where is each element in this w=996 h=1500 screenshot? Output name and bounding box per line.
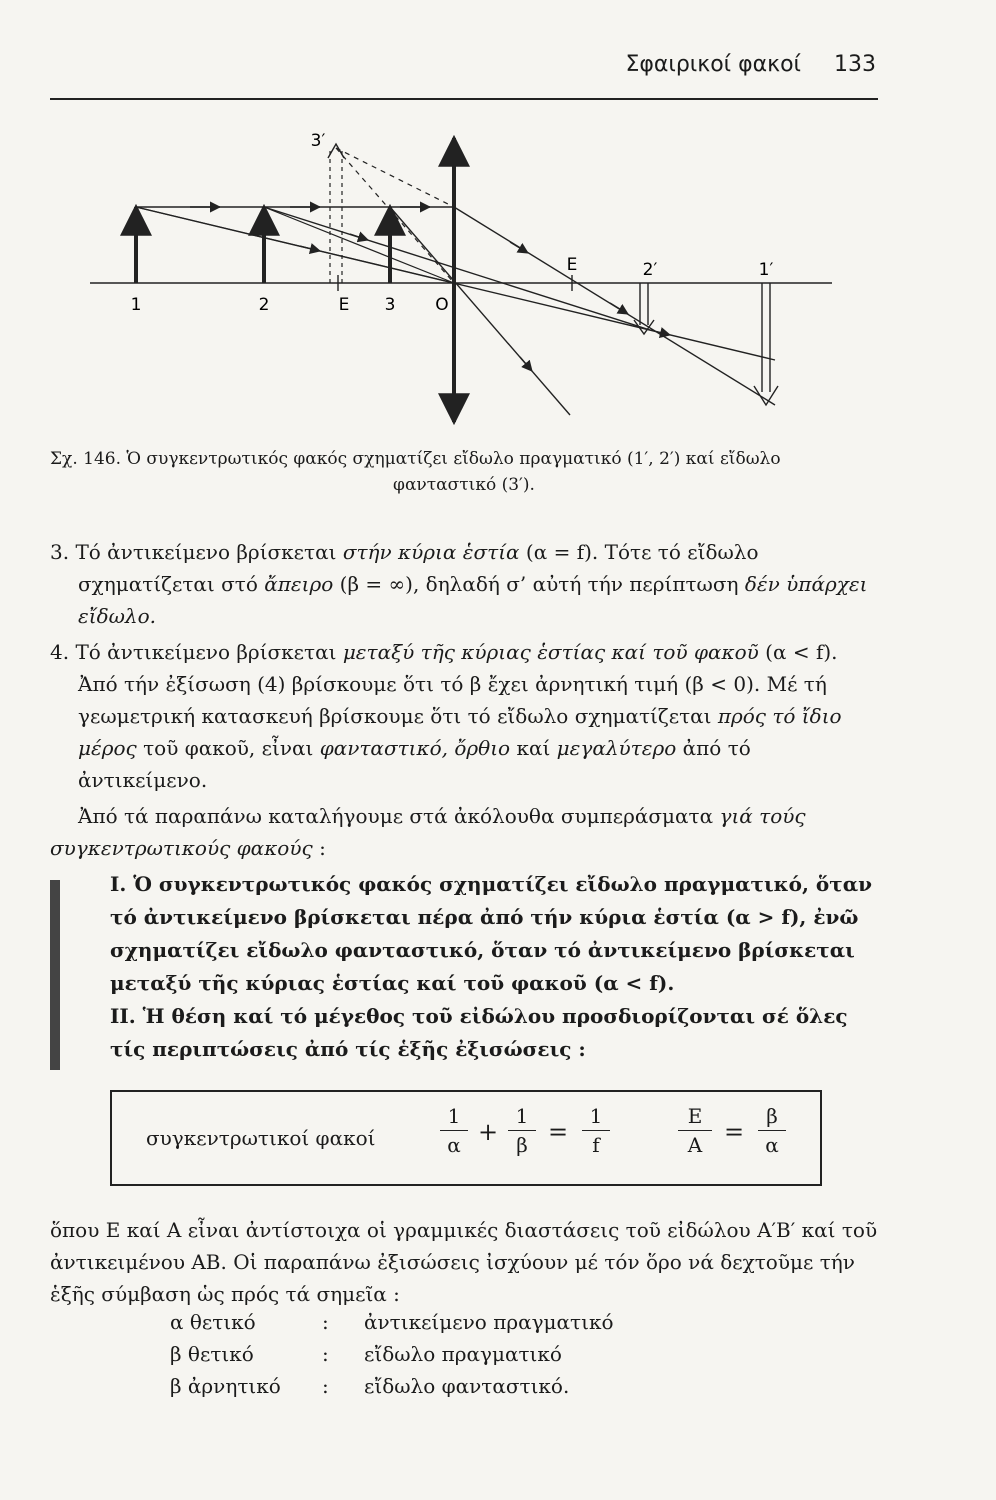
item4-text-3: τοῦ φακοῦ, εἶναι bbox=[136, 736, 320, 760]
label-1prime: 1′ bbox=[758, 260, 774, 280]
conv-3-sym: β ἀρνητικό bbox=[170, 1374, 281, 1398]
conv-3-colon: : bbox=[322, 1374, 329, 1398]
summary-paragraph bbox=[50, 800, 878, 864]
item3-text-3: (β = ∞), δηλαδή σ’ αὐτή τήν περίπτωση bbox=[333, 572, 745, 596]
frac-1-f bbox=[582, 1104, 610, 1157]
lens-ray-diagram bbox=[50, 120, 878, 440]
den: α bbox=[447, 1133, 461, 1157]
conv-1-sym: α θετικό bbox=[170, 1310, 256, 1334]
formula-box bbox=[110, 1090, 822, 1186]
equals-sign-1: = bbox=[548, 1118, 569, 1146]
item3-text: 3. Τό ἀντικείμενο βρίσκεται bbox=[50, 540, 343, 564]
conv-1-desc: ἀντικείμενο πραγματικό bbox=[364, 1310, 614, 1334]
item4-emph-larger: μεγαλύτερο bbox=[556, 736, 677, 760]
frac-1-beta bbox=[508, 1104, 536, 1157]
virtual-extension bbox=[336, 148, 454, 207]
num: 1 bbox=[589, 1104, 603, 1128]
page-number: 133 bbox=[834, 52, 876, 77]
item3-text-2: (α = f). Τότε τό εἴδωλο σχηματίζεται στό bbox=[78, 540, 759, 596]
den: α bbox=[765, 1133, 779, 1157]
section-title: Σφαιρικοί φακοί bbox=[625, 52, 801, 77]
frac-E-A bbox=[678, 1104, 712, 1157]
conv-2-desc: εἴδωλο πραγματικό bbox=[364, 1342, 562, 1366]
conv-2-colon: : bbox=[322, 1342, 329, 1366]
plus-sign: + bbox=[478, 1118, 499, 1146]
item4-text-2: (α < f). Ἀπό τήν ἐξίσωση (4) βρίσκουμε ὅτι τό β ἔχει ἀρνητική τιμή (β < 0). Μέ τή γεωμετρική κατασκευή βρίσκουμε ὅτι τό εἴδωλο σχηματίζεται bbox=[78, 640, 838, 728]
frac-1-alpha bbox=[440, 1104, 468, 1157]
conclusion-1: I. Ὁ συγκεντρωτικός φακός σχηματίζει εἴδωλο πραγματικό, ὅταν τό ἀντικείμενο βρίσκεται πέρα ἀπό τήν κύρια ἑστία (α > f), ἐνῶ σχηματίζει εἴδωλο φανταστικό, ὅταν τό ἀντικείμενο βρίσκεται μεταξύ τῆς κύριας ἑστίας καί τοῦ φακοῦ (α < f). bbox=[110, 872, 872, 995]
den: β bbox=[516, 1133, 528, 1157]
den: A bbox=[687, 1133, 703, 1157]
label-o: O bbox=[435, 295, 449, 315]
label-2prime: 2′ bbox=[642, 260, 658, 280]
summary-colon: : bbox=[319, 836, 326, 860]
summary-emph: γιά τούς συγκεντρωτικούς φακούς bbox=[50, 804, 806, 860]
label-1: 1 bbox=[130, 295, 142, 315]
item3-emph-focus: στήν κύρια ἑστία bbox=[342, 540, 520, 564]
label-focus-left: E bbox=[338, 295, 350, 315]
caption-line-1: Σχ. 146. Ὁ συγκεντρωτικός φακός σχηματίζει εἴδωλο πραγματικό (1′, 2′) καί εἴδωλο bbox=[50, 449, 781, 469]
after-text: ὅπου Ε καί Α εἶναι ἀντίστοιχα οἱ γραμμικές διαστάσεις τοῦ εἰδώλου Α′Β′ καί τοῦ ἀντικειμένου ΑΒ. Οἱ παραπάνω ἐξισώσεις ἰσχύουν μέ τόν ὅρο νά δεχτοῦμε τήν ἑξῆς σύμβαση ὡς πρός τά σημεῖα : bbox=[50, 1218, 878, 1306]
conclusion-2: II. Ἡ θέση καί τό μέγεθος τοῦ εἰδώλου προσδιορίζονται σέ ὅλες τίς περιπτώσεις ἀπό τίς ἑξῆς ἐξισώσεις : bbox=[110, 1004, 848, 1061]
item4-emph-same-side: πρός τό ἴδιο μέρος bbox=[78, 704, 842, 760]
item4-text-5: ἀπό τό ἀντικείμενο. bbox=[78, 736, 751, 792]
item4-emph-virtual: φανταστικό, ὄρθιο bbox=[319, 736, 511, 760]
equals-sign-2: = bbox=[724, 1118, 745, 1146]
item3-emph-infinity: ἄπειρο bbox=[264, 572, 334, 596]
item-4 bbox=[50, 636, 878, 796]
margin-bar bbox=[50, 880, 60, 1070]
label-3prime: 3′ bbox=[310, 131, 326, 151]
num: β bbox=[766, 1104, 778, 1128]
num: 1 bbox=[447, 1104, 461, 1128]
num: 1 bbox=[515, 1104, 529, 1128]
convention-list bbox=[0, 1310, 996, 1410]
central-ray-3 bbox=[390, 207, 570, 415]
den: f bbox=[592, 1133, 600, 1157]
item4-text-4: καί bbox=[510, 736, 557, 760]
label-2: 2 bbox=[258, 295, 270, 315]
central-ray-2 bbox=[264, 207, 650, 330]
after-paragraph bbox=[50, 1214, 878, 1310]
item4-text: 4. Τό ἀντικείμενο βρίσκεται bbox=[50, 640, 343, 664]
frac-beta-alpha bbox=[758, 1104, 786, 1157]
caption-line-2: φανταστικό (3′). bbox=[393, 475, 535, 495]
conv-1-colon: : bbox=[322, 1310, 329, 1334]
label-focus-right: E bbox=[566, 255, 578, 275]
label-3: 3 bbox=[384, 295, 396, 315]
item4-emph-between: μεταξύ τῆς κύριας ἑστίας καί τοῦ φακοῦ bbox=[342, 640, 759, 664]
running-head bbox=[625, 52, 876, 77]
summary-text: Ἀπό τά παραπάνω καταλήγουμε στά ἀκόλουθα συμπεράσματα bbox=[78, 804, 720, 828]
item3-emph-noimage: δέν ὑπάρχει εἴδωλο. bbox=[78, 572, 868, 628]
conclusions bbox=[110, 868, 880, 1066]
figure-caption bbox=[50, 446, 878, 498]
conv-3-desc: εἴδωλο φανταστικό. bbox=[364, 1374, 570, 1398]
formula-label: συγκεντρωτικοί φακοί bbox=[146, 1126, 376, 1150]
num: E bbox=[687, 1104, 703, 1128]
header-rule bbox=[50, 98, 878, 100]
item-3 bbox=[50, 536, 878, 632]
conv-2-sym: β θετικό bbox=[170, 1342, 254, 1366]
